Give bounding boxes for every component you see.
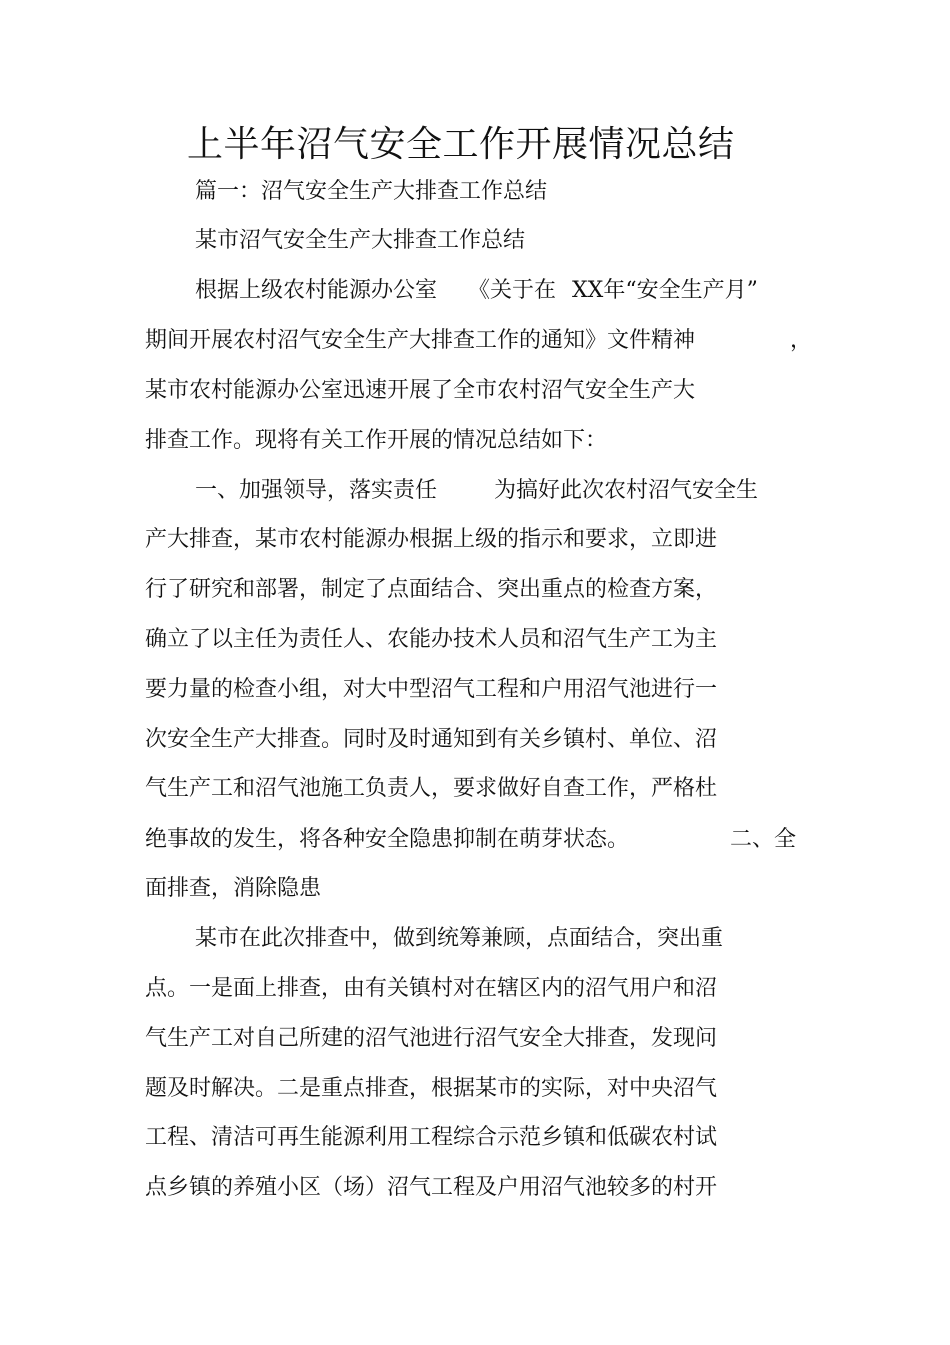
text-segment: XX年“安全生产月” <box>572 278 758 303</box>
text-segment: 期间开展农村沼气安全生产大排查工作的通知》文件精神 <box>145 328 696 353</box>
subheading-text: 篇一：沼气安全生产大排查工作总结 <box>195 179 548 204</box>
section-heading: 一、加强领导，落实责任 <box>195 478 438 503</box>
text-segment: 气生产工和沼气池施工负责人，要求做好自查工作，严格杜 <box>145 776 718 801</box>
text-segment: 排查工作。现将有关工作开展的情况总结如下： <box>145 428 608 453</box>
report-title-text: 某市沼气安全生产大排查工作总结 <box>195 228 526 253</box>
text-segment: 确立了以主任为责任人、农能办技术人员和沼气生产工为主 <box>145 627 718 652</box>
text-segment: 气生产工对自己所建的沼气池进行沼气安全大排查，发现问 <box>145 1026 718 1051</box>
text-segment: 绝事故的发生，将各种安全隐患抑制在萌芽状态。 <box>145 827 630 852</box>
text-segment: 某市在此次排查中，做到统筹兼顾，点面结合，突出重 <box>195 926 724 951</box>
text-segment: 工程、清洁可再生能源利用工程综合示范乡镇和低碳农村试 <box>145 1125 718 1150</box>
section-heading: 二、全 <box>730 827 797 852</box>
text-segment: 为搞好此次农村沼气安全生 <box>494 478 759 503</box>
text-segment: 点。一是面上排查，由有关镇村对在辖区内的沼气用户和沼 <box>145 976 718 1001</box>
text-segment: 要力量的检查小组，对大中型沼气工程和户用沼气池进行一 <box>145 677 718 702</box>
text-segment: 点乡镇的养殖小区（场）沼气工程及户用沼气池较多的村开 <box>145 1175 718 1200</box>
document-title: 上半年沼气安全工作开展情况总结 <box>187 124 735 165</box>
section-heading: 面排查，消除隐患 <box>145 876 322 901</box>
text-segment: 某市农村能源办公室迅速开展了全市农村沼气安全生产大 <box>145 378 696 403</box>
text-segment: ， <box>790 328 813 353</box>
text-segment: 根据上级农村能源办公室 <box>195 278 438 303</box>
text-segment: 产大排查，某市农村能源办根据上级的指示和要求，立即进 <box>145 527 718 552</box>
text-segment: 次安全生产大排查。同时及时通知到有关乡镇村、单位、沼 <box>145 727 718 752</box>
text-segment: 题及时解决。二是重点排查，根据某市的实际，对中央沼气 <box>145 1076 718 1101</box>
text-segment: 《关于在 <box>468 278 557 303</box>
text-segment: 行了研究和部署，制定了点面结合、突出重点的检查方案， <box>145 577 718 602</box>
